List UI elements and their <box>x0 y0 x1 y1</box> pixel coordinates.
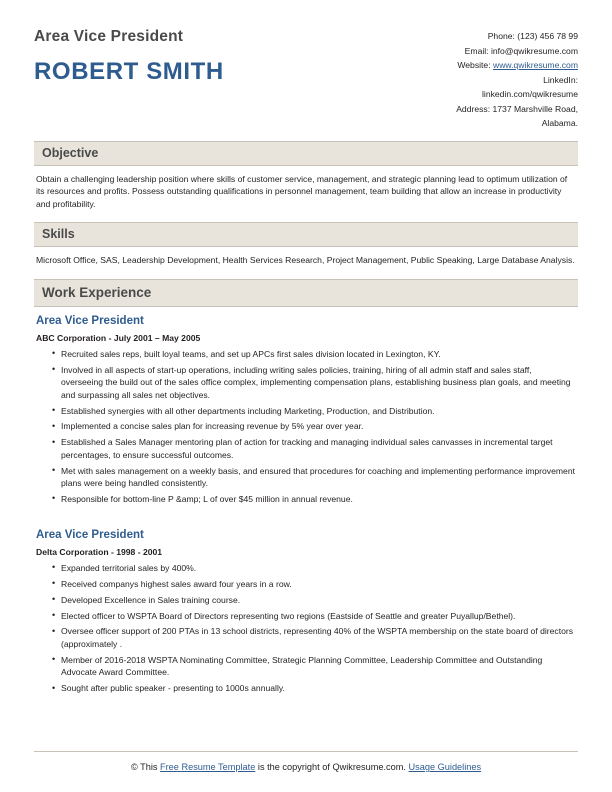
footer-copyright-prefix: © This <box>130 762 161 772</box>
usage-guidelines-link[interactable]: Usage Guidelines <box>408 762 482 772</box>
contact-email-row <box>456 44 578 59</box>
list-item: • Established synergies with all other departments including Marketing, Production, and Distribution. <box>52 405 576 417</box>
free-resume-template-link[interactable]: Free Resume Template <box>160 762 256 772</box>
contact-linkedin-value[interactable]: linkedin.com/qwikresume <box>482 89 578 99</box>
job-company-dates: ABC Corporation - July 2001 – May 2005 <box>36 332 201 343</box>
contact-address-line-2: Alabama. <box>541 118 578 128</box>
section-header-work-experience: Work Experience <box>34 279 578 307</box>
list-item: • Member of 2016-2018 WSPTA Nominating Committee, Strategic Planning Committee, Leadership Committee and Outstanding Advocate Award Committee. <box>52 654 576 679</box>
section-header-skills: Skills <box>34 222 578 247</box>
list-item: • Recruited sales reps, built loyal teams, and set up APCs first sales division located in Lexington, KY. <box>52 348 576 360</box>
contact-address-line-1: Address: 1737 Marshville Road, <box>456 103 578 114</box>
contact-website-row <box>456 58 578 73</box>
job-entry <box>34 307 578 505</box>
skills-text: Microsoft Office, SAS, Leadership Development, Health Services Research, Project Management, Public Speaking, Large Database Analysis. <box>36 255 575 266</box>
candidate-name: ROBERT SMITH <box>34 58 224 85</box>
list-item: • Developed Excellence in Sales training course. <box>52 594 576 606</box>
job-bullet-list <box>36 348 576 505</box>
page-footer <box>34 751 578 774</box>
contact-website-link[interactable]: www.qwikresume.com <box>492 60 578 70</box>
list-item: • Established a Sales Manager mentoring plan of action for tracking and managing individual sales canvasses in incremental target percentages, to ensure successful outcomes. <box>52 436 576 461</box>
contact-website-label: Website: <box>457 60 493 70</box>
contact-phone: Phone: (123) 456 78 99 <box>487 31 578 41</box>
list-item: • Sought after public speaker - presenting to 1000s annually. <box>52 682 576 694</box>
list-item: • Received companys highest sales award four years in a row. <box>52 578 576 590</box>
list-item: • Oversee officer support of 200 PTAs in 13 school districts, representing 40% of the WSPTA membership on the state board of directors (approximately . <box>52 625 576 650</box>
list-item: • Responsible for bottom-line P &amp; L of over $45 million in annual revenue. <box>52 493 576 505</box>
job-role: Area Vice President <box>36 528 144 541</box>
job-bullet-list <box>36 562 576 695</box>
resume-header <box>34 26 578 131</box>
header-left <box>34 26 224 86</box>
objective-text: Obtain a challenging leadership position where skills of customer service, management, and strategic planning lead to optimum utilization of its resources and profits. Possess outstanding qualifications in personnel management, team building that allow an increase in productivity and profitability. <box>36 173 568 209</box>
job-entry <box>34 509 578 695</box>
contact-block <box>456 26 578 131</box>
list-item: • Elected officer to WSPTA Board of Directors representing two regions (Eastside of Seattle and greater Puyallup/Bethel). <box>52 610 576 622</box>
footer-middle-text: is the copyright of Qwikresume.com. <box>255 762 409 772</box>
section-header-objective: Objective <box>34 141 578 166</box>
list-item: • Involved in all aspects of start-up operations, including writing sales policies, training, hiring of all admin staff and sales staff, overseeing the build out of the sales office complex, implementing compensation plans, establishing business plan goals, and meeting and surpassing all sales net objectives. <box>52 364 576 401</box>
job-role: Area Vice President <box>36 314 144 327</box>
list-item: • Met with sales management on a weekly basis, and ensured that procedures for coaching and implementing performance improvement plans were being handled consistently. <box>52 465 576 490</box>
job-company-dates: Delta Corporation - 1998 - 2001 <box>36 546 163 557</box>
page-title: Area Vice President <box>34 28 184 45</box>
contact-linkedin-label: LinkedIn: <box>543 74 578 85</box>
list-item: • Implemented a concise sales plan for increasing revenue by 5% year over year. <box>52 420 576 432</box>
contact-email-value: info@qwikresume.com <box>490 45 578 56</box>
contact-email-label: Email: <box>464 45 491 56</box>
list-item: • Expanded territorial sales by 400%. <box>52 562 576 574</box>
